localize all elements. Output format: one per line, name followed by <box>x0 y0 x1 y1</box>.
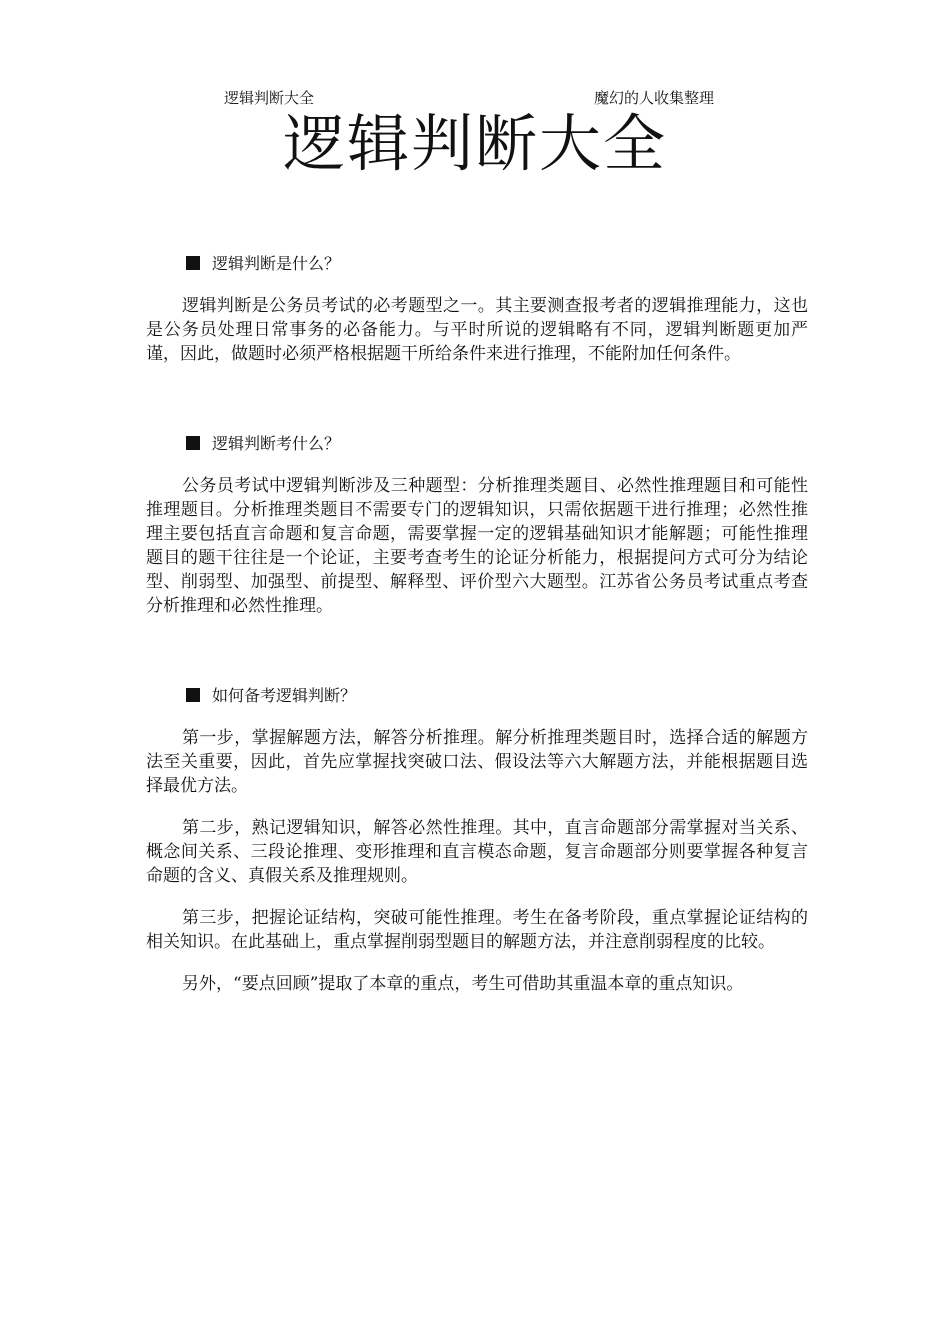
paragraph-note: 另外，“要点回顾”提取了本章的重点，考生可借助其重温本章的重点知识。 <box>182 974 744 994</box>
square-bullet-icon <box>186 688 200 702</box>
section-heading <box>186 430 808 458</box>
square-bullet-icon <box>186 436 200 450</box>
section-heading <box>186 682 808 710</box>
running-header-left: 逻辑判断大全 <box>224 89 315 107</box>
paragraph-step-two: 第二步，熟记逻辑知识，解答必然性推理。其中，直言命题部分需掌握对当关系、概念间关系、三段论推理、变形推理和直言模态命题，复言命题部分则要掌握各种复言命题的含义、真假关系及推理规则。 <box>146 818 808 886</box>
section-what-tested <box>146 430 808 618</box>
paragraph-step-one: 第一步，掌握解题方法，解答分析推理。解分析推理类题目时，选择合适的解题方法至关重要，因此，首先应掌握找突破口法、假设法等六大解题方法，并能根据题目选择最优方法。 <box>146 728 808 796</box>
paragraph: 公务员考试中逻辑判断涉及三种题型：分析推理类题目、必然性推理题目和可能性推理题目。分析推理类题目不需要专门的逻辑知识，只需依据题干进行推理；必然性推理主要包括直言命题和复言命题，需要掌握一定的逻辑基础知识才能解题；可能性推理题目的题干往往是一个论证，主要考查考生的论证分析能力，根据提问方式可分为结论型、削弱型、加强型、前提型、解释型、评价型六大题型。江苏省公务员考试重点考查分析推理和必然性推理。 <box>146 476 808 616</box>
section-spacer <box>146 384 808 430</box>
section-spacer <box>146 636 808 682</box>
section-heading-text: 如何备考逻辑判断？ <box>212 686 357 705</box>
section-what-is <box>146 250 808 366</box>
running-header-right: 魔幻的人收集整理 <box>594 89 715 107</box>
square-bullet-icon <box>186 256 200 270</box>
section-how-to-prepare <box>146 682 808 996</box>
section-heading-text: 逻辑判断是什么？ <box>212 254 341 273</box>
document-title: 逻辑判断大全 <box>282 107 667 180</box>
section-heading-text: 逻辑判断考什么？ <box>212 434 341 453</box>
paragraph-step-three: 第三步，把握论证结构，突破可能性推理。考生在备考阶段，重点掌握论证结构的相关知识。在此基础上，重点掌握削弱型题目的解题方法，并注意削弱程度的比较。 <box>146 908 808 952</box>
paragraph: 逻辑判断是公务员考试的必考题型之一。其主要测查报考者的逻辑推理能力，这也是公务员处理日常事务的必备能力。与平时所说的逻辑略有不同，逻辑判断题更加严谨，因此，做题时必须严格根据题干所给条件来进行推理，不能附加任何条件。 <box>146 296 808 364</box>
document-body <box>146 250 808 1014</box>
section-heading <box>186 250 808 278</box>
